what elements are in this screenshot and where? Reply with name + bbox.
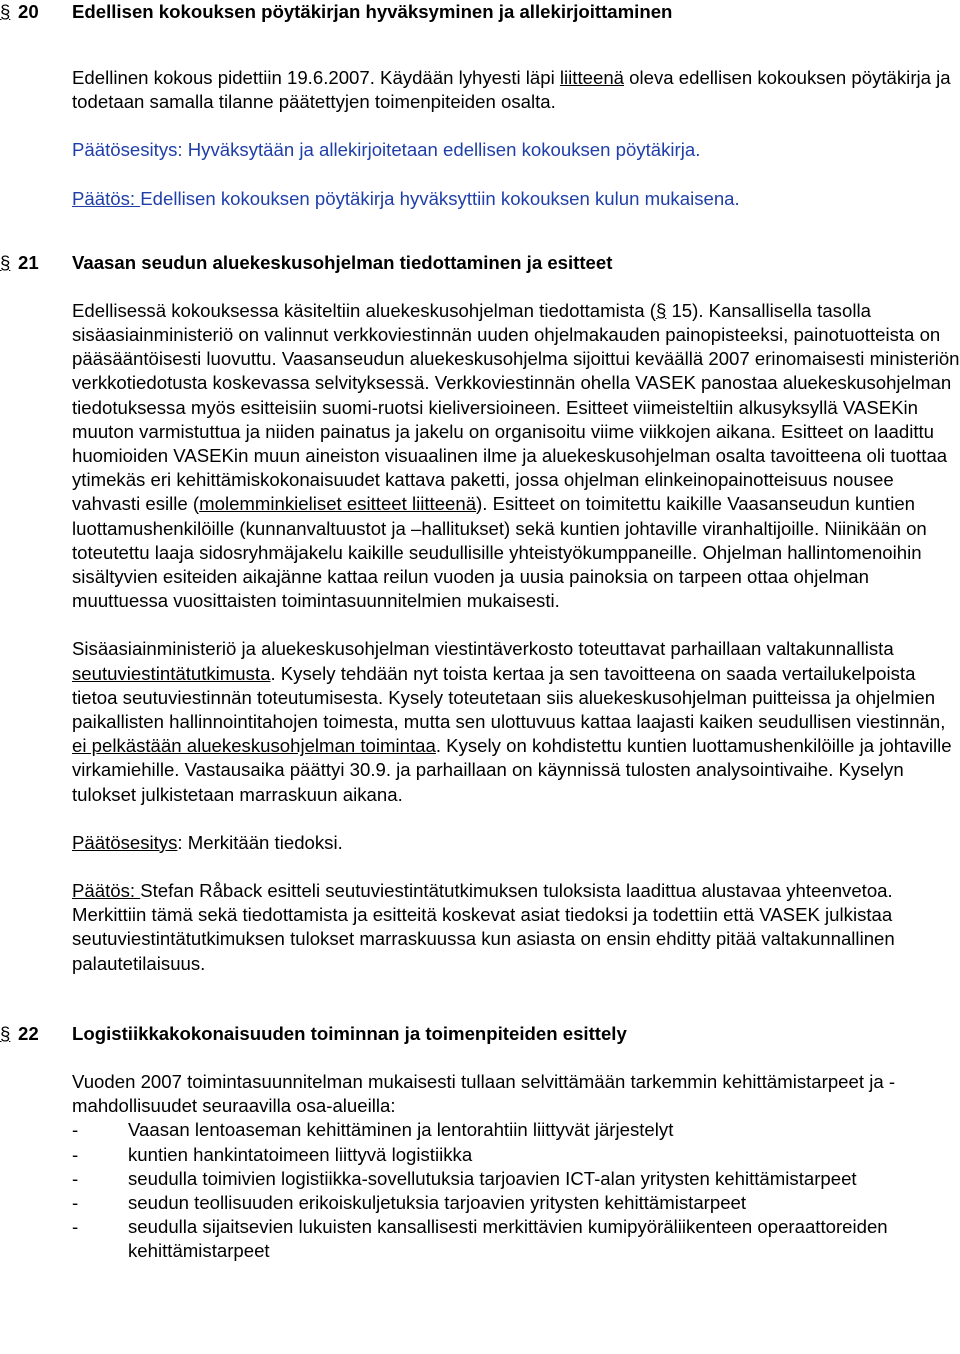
text: ). Esitteet on toimitettu kaikille Vaasanseudun kuntien luottamushenkilöille (kunnanvaltuustot ja –hallitukset) sekä kuntien johtaville viranhaltijoille. Niinikään on toteutettu laaja sidosryhmäjakelu kaikille seudullisille yhteistyökumppaneille. Ohjelman hallintomenoihin sisältyvien esiteiden aikajänne kattaa reilun vuoden ja uusia painoksia on tarpeen ottaa ohjelman muuttuessa vuosittaisten toimintasuunnitelmien mukaisesti. xyxy=(72,493,927,612)
text: 15). Kansallisella tasolla sisäasiainministeriö on valinnut verkkoviestinnän uuden ohjelmakauden painopisteeksi, painotuotteista on pääsääntöisesti luovuttu. Vaasanseudun aluekeskusohjelma sijoittui keväällä 2007 erinomaisesti ministeriön verkkotiedotusta koskevassa selvityksessä. Verkkoviestinnän ohella VASEK panostaa aluekeskusohjelman tiedotuksessa myös esitteisiin suomi-ruotsi kieliversioineen. Esitteet viimeisteltiin alkusyksyllä VASEKin muuton varmistuttua ja niiden painatus ja jakelu on organisoitu viime viikkojen aikana. Esitteet on laadittu huomioiden VASEKin muun aineiston visuaalinen ilme ja aluekeskusohjelman osalta tavoitteena oli tuottaa ytimekäs eri kehittämiskokonaisuudet kattava paketti, jossa ohjelman elinkeinopainotteisuus nousee vahvasti esille ( xyxy=(72,299,960,515)
section-number: 22 xyxy=(18,1022,39,1044)
proposal-text: : Hyväksytään ja allekirjoitetaan edellisen kokouksen pöytäkirja. xyxy=(177,139,701,161)
emphasis-link[interactable]: ei pelkästään aluekeskusohjelman toimintaa xyxy=(72,735,436,757)
list-item: - Vaasan lentoaseman kehittäminen ja lentorahtiin liittyvät järjestelyt xyxy=(72,1119,674,1141)
text: . Kysely tehdään nyt toista kertaa ja sen tavoitteena on saada vertailukelpoista tietoa seutuviestinnän toteutumisesta. Kysely toteutetaan siis aluekeskusohjelman puitteissa ja ohjelmien paikallisten hallinnointitahojen toimesta, mutta sen ulottuvuus kattaa laajasti kaiken seudullisen viestinnän, xyxy=(72,662,946,733)
text: Sisäasiainministeriö ja aluekeskusohjelman viestintäverkosto toteuttavat parhaillaan valtakunnallista xyxy=(72,638,894,660)
section-title: Edellisen kokouksen pöytäkirjan hyväksyminen ja allekirjoittaminen xyxy=(72,1,673,22)
proposal-label: Päätösesitys xyxy=(72,139,178,161)
brochure-link[interactable]: molemminkieliset esitteet liitteenä xyxy=(199,493,477,515)
paragraph: Vuoden 2007 toimintasuunnitelman mukaisesti tullaan selvittämään tarkemmin kehittämistarpeet ja -mahdollisuudet seuraavilla osa-alueilla: xyxy=(72,1070,896,1117)
survey-link[interactable]: seutuviestintätutkimusta xyxy=(72,662,271,684)
decision-proposal xyxy=(72,138,960,162)
decision-label: Päätös: xyxy=(72,880,141,902)
decision xyxy=(72,187,960,211)
section-title: Logistiikkakokonaisuuden toiminnan ja toimenpiteiden esittely xyxy=(72,1022,627,1044)
decision-text: Edellisen kokouksen pöytäkirja hyväksyttiin kokouksen kulun mukaisena. xyxy=(140,187,740,209)
section-20-heading xyxy=(0,0,960,24)
list-item: - seudulla sijaitsevien lukuisten kansallisesti merkittävien kumipyöräliikenteen operaattoreiden kehittämistarpeet xyxy=(72,1216,888,1262)
list-item: - seudun teollisuuden erikoiskuljetuksia tarjoavien yritysten kehittämistarpeet xyxy=(72,1191,747,1213)
section-number: 20 xyxy=(18,1,39,22)
decision-text: Stefan Råback esitteli seutuviestintätutkimuksen tuloksista laadittua alustavaa yhteenvetoa. Merkittiin tämä sekä tiedottamista ja esitteitä koskevat asiat tiedoksi ja todettiin että VASEK julkistaa seutuviestintätutkimuksen tulokset marraskuussa kun asiasta on ensin ehditty pitää valtakunnallinen palautetilaisuus. xyxy=(72,880,895,974)
section-22-heading xyxy=(0,1022,960,1046)
section-number: 21 xyxy=(18,251,39,273)
paragraph xyxy=(72,637,960,806)
decision xyxy=(72,879,960,976)
section-title: Vaasan seudun aluekeskusohjelman tiedottaminen ja esitteet xyxy=(72,251,613,273)
attachment-link[interactable]: liitteenä xyxy=(559,67,624,88)
text: . Kysely on kohdistettu kuntien luottamushenkilöille ja johtaville virkamiehille. Vastausaika päättyi 30.9. ja parhaillaan on käynnissä tulosten analysointivaihe. Kyselyn tulokset julkistetaan marraskuun aikana. xyxy=(72,735,952,805)
text: Edellisessä kokouksessa käsiteltiin aluekeskusohjelman tiedottamista ( xyxy=(72,299,656,321)
decision-proposal xyxy=(72,831,960,855)
topic-list xyxy=(72,1118,960,1263)
paragraph xyxy=(72,299,960,614)
text: Edellinen kokous pidettiin 19.6.2007. Käydään lyhyesti läpi xyxy=(72,67,560,88)
section-sign: § xyxy=(0,251,11,273)
section-21-heading xyxy=(0,251,960,275)
section-22-body xyxy=(72,1070,960,1264)
decision-label: Päätös: xyxy=(72,187,141,209)
text: oleva edellisen kokouksen pöytäkirja ja todetaan samalla tilanne päätettyjen toimenpiteiden osalta. xyxy=(72,67,951,113)
proposal-label: Päätösesitys xyxy=(72,831,178,853)
section-sign: § xyxy=(0,1,11,22)
section-sign: § xyxy=(0,1022,11,1044)
section-20-body xyxy=(72,66,960,211)
proposal-text: : Merkitään tiedoksi. xyxy=(177,831,343,853)
list-item: - seudulla toimivien logistiikka-sovellutuksia tarjoavien ICT-alan yritysten kehittämistarpeet xyxy=(72,1167,857,1189)
paragraph xyxy=(72,66,960,114)
section-sign: § xyxy=(655,299,667,321)
list-item: - kuntien hankintatoimeen liittyvä logistiikka xyxy=(72,1143,473,1165)
section-21-body xyxy=(72,299,960,976)
